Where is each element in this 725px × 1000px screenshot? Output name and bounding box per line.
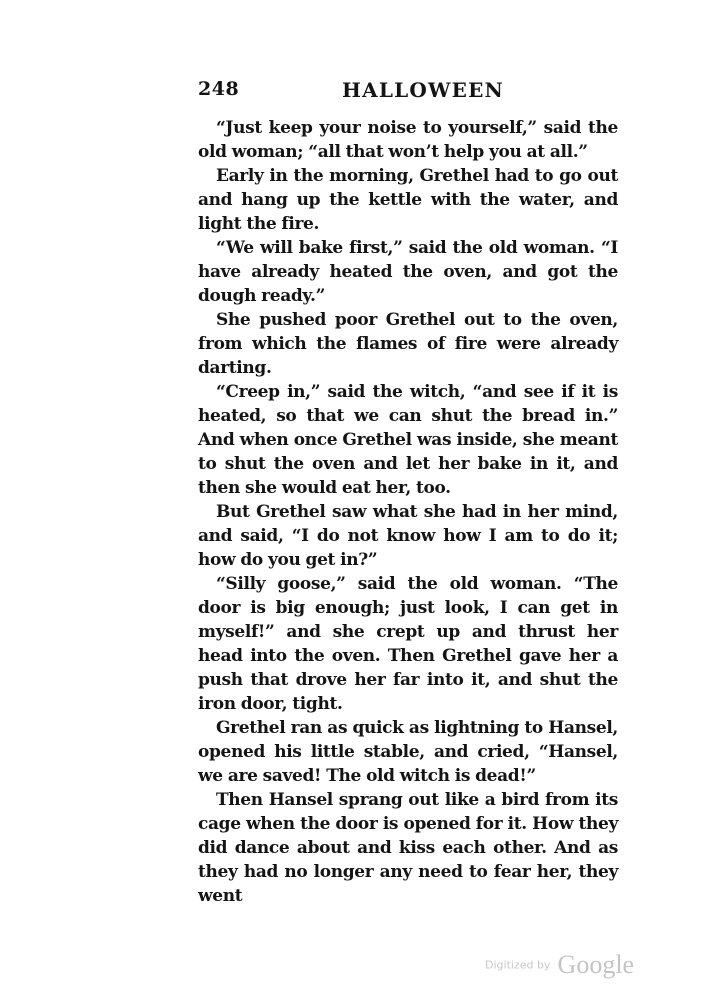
page-number: 248 bbox=[198, 78, 240, 100]
paragraph-8: Grethel ran as quick as lightning to Hansel, opened his little stable, and cried, “Hansel, we are saved! The old witch is dead!” bbox=[198, 718, 618, 786]
running-head bbox=[198, 78, 618, 112]
paragraph-9: Then Hansel sprang out like a bird from its cage when the door is opened for it. How they did dance about and kiss each other. And as they had no longer any need to fear her, they went bbox=[198, 790, 618, 906]
paragraph-6: But Grethel saw what she had in her mind, and said, “I do not know how I am to do it; how do you get in?” bbox=[198, 502, 618, 570]
paragraph-2: Early in the morning, Grethel had to go out and hang up the kettle with the water, and light the fire. bbox=[198, 166, 618, 234]
digitized-by-google-watermark bbox=[485, 950, 634, 980]
digitized-by-label: Digitized by bbox=[485, 958, 551, 972]
body-text bbox=[198, 116, 618, 908]
running-title: HALLOWEEN bbox=[342, 78, 504, 102]
paragraph-1: “Just keep your noise to yourself,” said the old woman; “all that won’t help you at all.” bbox=[198, 118, 618, 162]
paragraph-5: “Creep in,” said the witch, “and see if it is heated, so that we can shut the bread in.” And when once Grethel was inside, she meant to shut the oven and let her bake in it, and then she would eat her, too. bbox=[198, 382, 618, 498]
paragraph-3: “We will bake first,” said the old woman. “I have already heated the oven, and got the dough ready.” bbox=[198, 238, 618, 306]
google-logo: Google bbox=[557, 950, 635, 979]
paragraph-7: “Silly goose,” said the old woman. “The door is big enough; just look, I can get in myself!” and she crept up and thrust her head into the oven. Then Grethel gave her a push that drove her far into it, and shut the iron door, tight. bbox=[198, 574, 618, 714]
paragraph-4: She pushed poor Grethel out to the oven, from which the flames of fire were already darting. bbox=[198, 310, 618, 378]
